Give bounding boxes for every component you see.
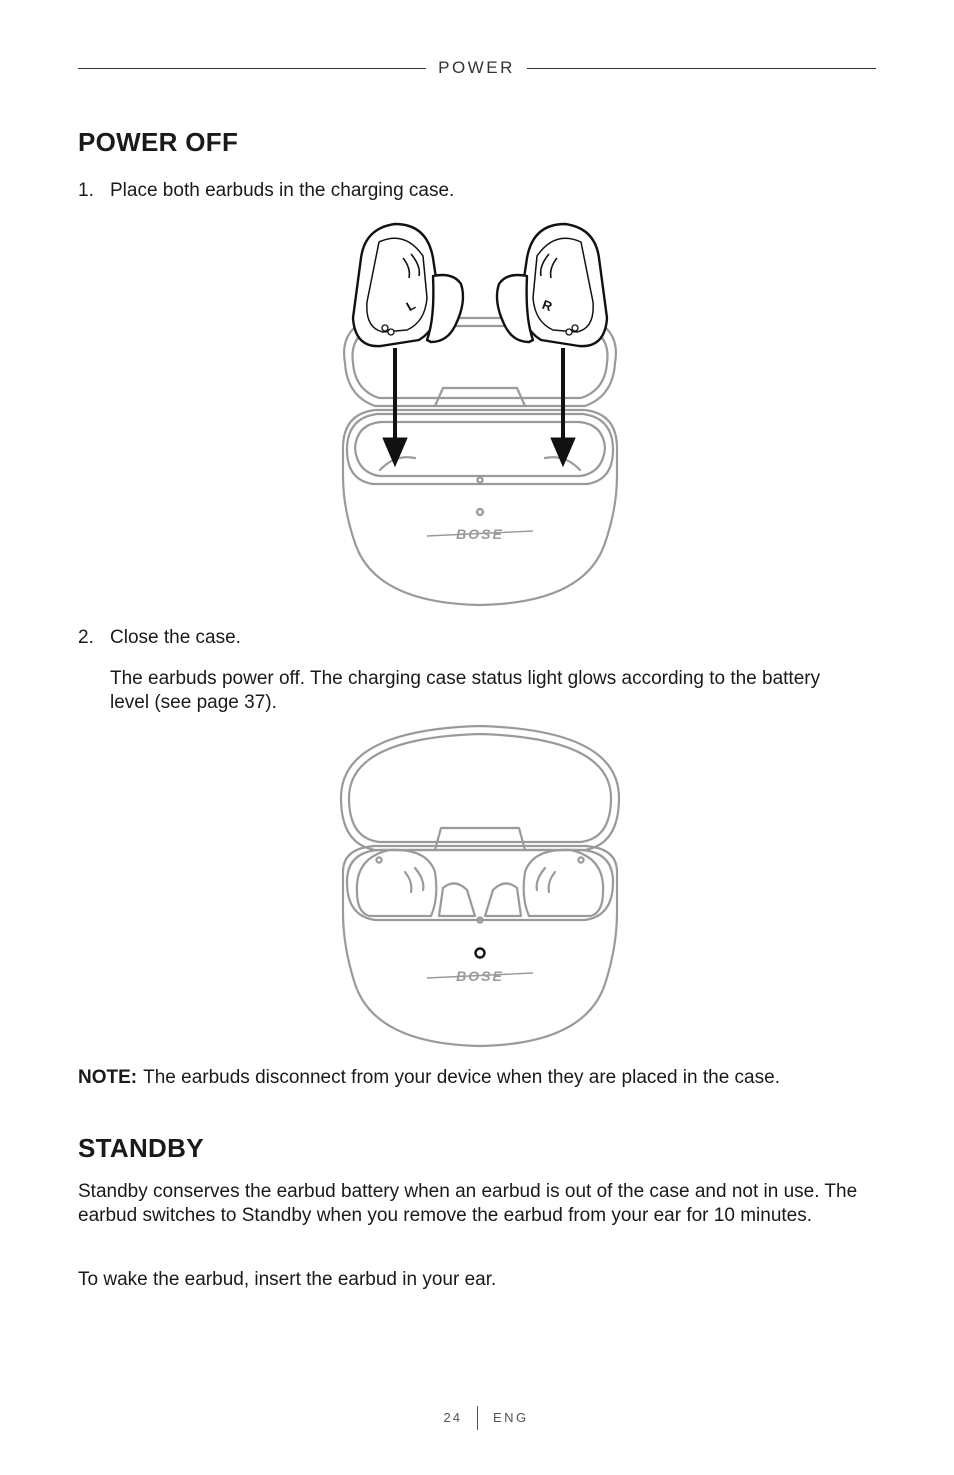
step-1-text: Place both earbuds in the charging case.	[110, 180, 455, 201]
power-off-heading: POWER OFF	[78, 127, 239, 157]
step-2-result-text: The earbuds power off. The charging case status light glows according to the battery level (see page 37).	[110, 668, 821, 713]
bose-logo-icon	[427, 968, 533, 984]
footer-separator	[477, 1406, 478, 1430]
left-earbud-icon	[353, 224, 463, 346]
standby-paragraph-1: Standby conserves the earbud battery when an earbud is out of the case and not in use. The earbud switches to Standby when you remove the earbud from your ear for 10 minutes.	[78, 1181, 858, 1226]
note	[78, 1066, 780, 1090]
standby-heading: STANDBY	[78, 1133, 204, 1163]
page-header	[78, 57, 876, 79]
earbuds-into-case-illustration	[335, 218, 625, 610]
svg-text:BOSE: BOSE	[456, 968, 504, 984]
status-light-icon	[476, 949, 485, 958]
note-label: NOTE:	[78, 1067, 138, 1088]
svg-text:R: R	[540, 296, 555, 315]
step-2-number: 2.	[78, 627, 94, 648]
language-code: ENG	[493, 1410, 529, 1425]
svg-text:BOSE: BOSE	[456, 526, 504, 542]
header-rule-right	[527, 68, 876, 69]
closed-case-illustration	[335, 722, 625, 1052]
header-section-label: POWER	[438, 58, 515, 77]
step-2-text: Close the case.	[110, 627, 241, 648]
step-1-number: 1.	[78, 180, 94, 201]
right-earbud-icon	[497, 224, 607, 346]
bose-logo-icon	[427, 526, 533, 542]
svg-text:L: L	[403, 297, 418, 315]
note-text: The earbuds disconnect from your device when they are placed in the case.	[143, 1067, 780, 1088]
header-rule-left	[78, 68, 426, 69]
page-number: 24	[443, 1410, 462, 1425]
page-footer	[0, 1406, 954, 1432]
standby-paragraph-2: To wake the earbud, insert the earbud in your ear.	[78, 1269, 497, 1290]
